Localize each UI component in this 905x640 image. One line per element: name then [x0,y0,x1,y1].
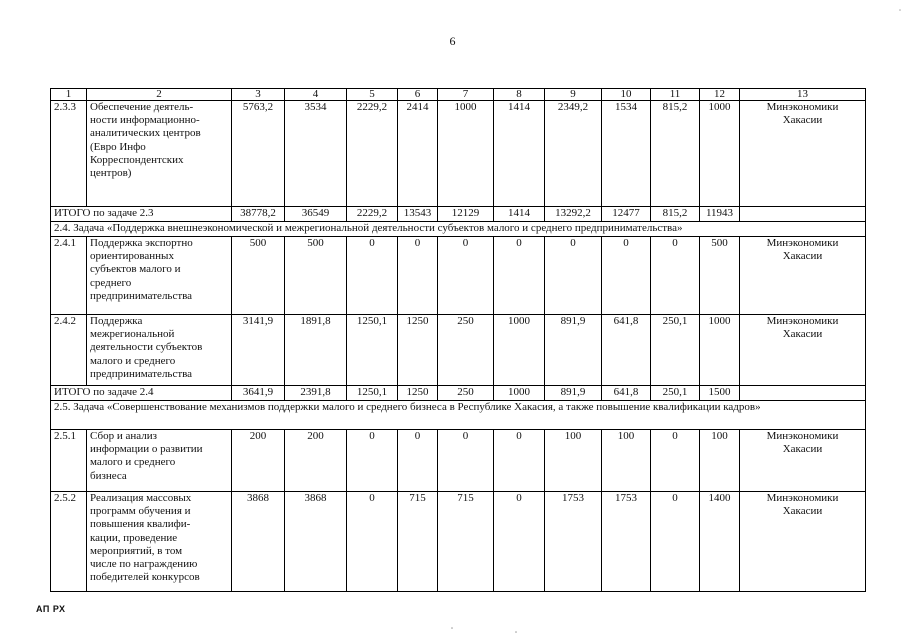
value-cell: 1414 [494,207,545,222]
executor-cell: Минэкономики Хакасии [740,101,866,207]
value-cell: 3868 [232,492,285,592]
value-cell: 12129 [438,207,494,222]
value-cell: 100 [545,430,602,492]
value-cell: 100 [700,430,740,492]
total-label: ИТОГО по задаче 2.4 [51,386,232,401]
value-cell: 500 [232,237,285,315]
executor-cell: Минэкономики Хакасии [740,237,866,315]
value-cell: 11943 [700,207,740,222]
value-cell: 0 [438,430,494,492]
executor-cell: Минэкономики Хакасии [740,492,866,592]
value-cell: 715 [398,492,438,592]
value-cell: 3641,9 [232,386,285,401]
header-cell: 5 [347,89,398,101]
value-cell: 1000 [700,101,740,207]
row-code: 2.5.2 [51,492,87,592]
value-cell: 641,8 [602,315,651,386]
value-cell: 1000 [494,386,545,401]
header-cell: 10 [602,89,651,101]
value-cell: 1414 [494,101,545,207]
value-cell: 2391,8 [285,386,347,401]
value-cell: 13543 [398,207,438,222]
value-cell: 1000 [494,315,545,386]
value-cell: 250 [438,315,494,386]
measure-name: Обеспечение деятель- ности информационно- аналитических центров (Евро Инфо Корреспондентских центров) [87,101,232,207]
empty-cell [740,386,866,401]
value-cell: 0 [651,237,700,315]
header-cell: 2 [87,89,232,101]
value-cell: 0 [494,492,545,592]
value-cell: 0 [651,430,700,492]
value-cell: 100 [602,430,651,492]
value-cell: 1000 [438,101,494,207]
table-row [51,237,866,315]
value-cell: 0 [347,237,398,315]
table-row [51,492,866,592]
value-cell: 2349,2 [545,101,602,207]
header-cell: 3 [232,89,285,101]
value-cell: 250 [438,386,494,401]
value-cell: 0 [494,237,545,315]
value-cell: 2229,2 [347,207,398,222]
value-cell: 0 [602,237,651,315]
value-cell: 1753 [602,492,651,592]
value-cell: 715 [438,492,494,592]
value-cell: 3141,9 [232,315,285,386]
value-cell: 891,9 [545,315,602,386]
header-cell: 7 [438,89,494,101]
measure-name: Сбор и анализ информации о развитии малого и среднего бизнеса [87,430,232,492]
column-number-row [51,89,866,101]
empty-cell [740,207,866,222]
header-cell: 6 [398,89,438,101]
header-cell: 13 [740,89,866,101]
table-row [51,101,866,207]
value-cell: 38778,2 [232,207,285,222]
row-code: 2.4.2 [51,315,87,386]
value-cell: 0 [545,237,602,315]
value-cell: 0 [494,430,545,492]
value-cell: 2229,2 [347,101,398,207]
value-cell: 1534 [602,101,651,207]
row-code: 2.3.3 [51,101,87,207]
total-row [51,207,866,222]
value-cell: 200 [285,430,347,492]
measure-name: Поддержка межрегиональной деятельности субъектов малого и среднего предпринимательства [87,315,232,386]
value-cell: 815,2 [651,101,700,207]
value-cell: 500 [285,237,347,315]
measure-name: Реализация массовых программ обучения и повышения квалифи- кации, проведение мероприятий, в том числе по награждению победителей конкурсов [87,492,232,592]
value-cell: 3534 [285,101,347,207]
value-cell: 0 [398,237,438,315]
header-cell: 1 [51,89,87,101]
total-label: ИТОГО по задаче 2.3 [51,207,232,222]
value-cell: 36549 [285,207,347,222]
value-cell: 1250 [398,386,438,401]
executor-cell: Минэкономики Хакасии [740,430,866,492]
header-cell: 9 [545,89,602,101]
row-code: 2.5.1 [51,430,87,492]
value-cell: 1250,1 [347,315,398,386]
value-cell: 0 [347,492,398,592]
value-cell: 1500 [700,386,740,401]
value-cell: 5763,2 [232,101,285,207]
executor-cell: Минэкономики Хакасии [740,315,866,386]
value-cell: 891,9 [545,386,602,401]
value-cell: 3868 [285,492,347,592]
measure-name: Поддержка экспортно ориентированных субъектов малого и среднего предпринимательства [87,237,232,315]
program-table [50,88,866,592]
task-heading: 2.5. Задача «Совершенствование механизмов поддержки малого и среднего бизнеса в Республике Хакасия, а также повышение квалификации кадров» [51,401,866,430]
section-row [51,401,866,430]
table-body [51,89,866,592]
value-cell: 1250,1 [347,386,398,401]
value-cell: 0 [651,492,700,592]
task-heading: 2.4. Задача «Поддержка внешнеэкономической и межрегиональной деятельности субъектов малого и среднего предпринимательства» [51,222,866,237]
value-cell: 500 [700,237,740,315]
header-cell: 12 [700,89,740,101]
value-cell: 250,1 [651,386,700,401]
header-cell: 8 [494,89,545,101]
value-cell: 1400 [700,492,740,592]
header-cell: 11 [651,89,700,101]
section-row [51,222,866,237]
value-cell: 12477 [602,207,651,222]
value-cell: 13292,2 [545,207,602,222]
footer-mark: АП РХ [36,604,66,614]
value-cell: 0 [398,430,438,492]
total-row [51,386,866,401]
value-cell: 1000 [700,315,740,386]
value-cell: 1250 [398,315,438,386]
value-cell: 250,1 [651,315,700,386]
table-row [51,315,866,386]
value-cell: 200 [232,430,285,492]
page-number: 6 [449,34,456,48]
table-row [51,430,866,492]
value-cell: 2414 [398,101,438,207]
value-cell: 1753 [545,492,602,592]
value-cell: 815,2 [651,207,700,222]
value-cell: 641,8 [602,386,651,401]
header-cell: 4 [285,89,347,101]
value-cell: 1891,8 [285,315,347,386]
value-cell: 0 [347,430,398,492]
value-cell: 0 [438,237,494,315]
row-code: 2.4.1 [51,237,87,315]
